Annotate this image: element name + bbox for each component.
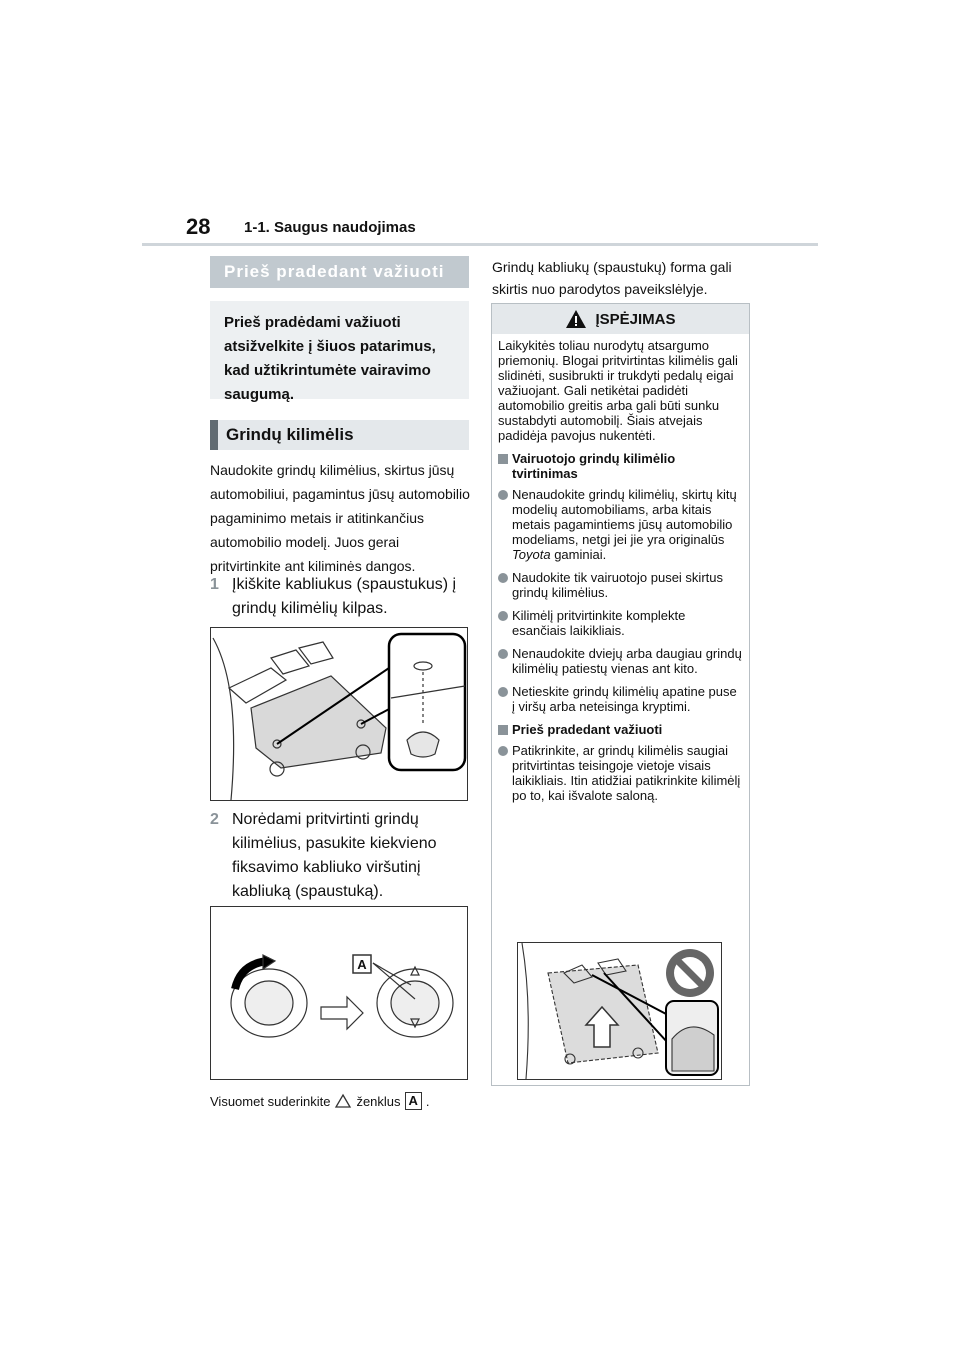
step-2 bbox=[210, 808, 480, 904]
hook-rotation-illustration bbox=[211, 907, 467, 1079]
figure-incorrect-mat bbox=[517, 942, 722, 1080]
right-intro-text: Grindų kabliukų (spaustukų) forma gali skirtis nuo parodytos paveikslėlyje. bbox=[492, 259, 732, 297]
bullet-icon bbox=[498, 687, 508, 697]
step-number: 2 bbox=[210, 811, 219, 828]
warning-subheading bbox=[498, 722, 743, 737]
caption-end: . bbox=[425, 1093, 430, 1109]
bullet-text: Nenaudokite dviejų arba daugiau grindų kilimėlių patiestų vienas ant kito. bbox=[512, 646, 742, 676]
warning-bullet bbox=[498, 684, 743, 714]
subheading-text: Vairuotojo grindų kilimėlio tvirtinimas bbox=[512, 451, 676, 481]
triangle-mark-icon bbox=[334, 1093, 352, 1109]
header-rule bbox=[142, 243, 818, 246]
bullet-icon bbox=[498, 573, 508, 583]
figure-caption bbox=[210, 1092, 430, 1110]
warning-paragraph: Laikykitės toliau nurodytų atsargumo priemonių. Blogai pritvirtintas kilimėlis gali slidinėti, susibrukti ir trukdyti pedalų eigai važiuojant. Gali netikėtai padidėti automobilio greitis arba gali būti sunku sustabdyti automobilį. Šiais atvejais padidėja pavojus nukentėti. bbox=[498, 338, 738, 443]
body-text: Naudokite grindų kilimėlius, skirtus jūsų automobiliui, pagamintus jūsų automobilio pagaminimo metais ir atitinkančius automobilio modelį. Juos gerai pritvirtinkite ant kiliminės dangos. bbox=[210, 462, 470, 574]
step-text: Įkiškite kabliukus (spaustukus) į grindų kilimėlių kilpas. bbox=[232, 576, 457, 617]
caption-text-mid: ženklus bbox=[356, 1093, 401, 1109]
brand-name: Toyota bbox=[512, 547, 551, 562]
square-bullet-icon bbox=[498, 725, 508, 735]
step-text: Norėdami pritvirtinti grindų kilimėlius, pasukite kiekvieno fiksavimo kabliuko viršutinį kabliuką (spaustuką). bbox=[232, 811, 437, 900]
warning-content bbox=[492, 334, 749, 803]
warning-header bbox=[492, 304, 749, 334]
bullet-icon bbox=[498, 611, 508, 621]
warning-bullet bbox=[498, 646, 743, 676]
subheading-text: Prieš pradedant važiuoti bbox=[512, 722, 663, 737]
bullet-text: Nenaudokite grindų kilimėlių, skirtų kitų modelių automobiliams, arba kitais metais pagamintiems jūsų automobilio modeliams, netgi jei jie yra originalūs bbox=[512, 487, 737, 547]
caption-text: Visuomet suderinkite bbox=[210, 1093, 331, 1109]
warning-bullet bbox=[498, 487, 743, 562]
step-number: 1 bbox=[210, 576, 219, 593]
section-banner: Prieš pradedant važiuoti bbox=[210, 256, 469, 288]
bullet-text-end: gaminiai. bbox=[554, 547, 607, 562]
warning-subheading bbox=[498, 451, 743, 481]
floor-mat-illustration bbox=[211, 628, 467, 800]
step-1 bbox=[210, 573, 480, 621]
figure-label-a: A bbox=[357, 957, 367, 972]
page-number: 28 bbox=[186, 214, 211, 239]
warning-bullet bbox=[498, 743, 743, 803]
figure-floor-mat-hooks bbox=[210, 627, 468, 801]
warning-title: ĮSPĖJIMAS bbox=[595, 310, 676, 328]
section-title: 1-1. Saugus naudojimas bbox=[244, 219, 416, 236]
warning-bullet bbox=[498, 608, 743, 638]
warning-triangle-icon bbox=[565, 309, 587, 329]
caption-label-a: A bbox=[405, 1092, 422, 1110]
warning-bullet bbox=[498, 570, 743, 600]
figure-hook-rotation bbox=[210, 906, 468, 1080]
bullet-text: Naudokite tik vairuotojo pusei skirtus grindų kilimėlius. bbox=[512, 570, 723, 600]
heading-floor-mat: Grindų kilimėlis bbox=[210, 420, 469, 450]
square-bullet-icon bbox=[498, 454, 508, 464]
bullet-text: Netieskite grindų kilimėlių apatine puse į viršų arba neteisinga kryptimi. bbox=[512, 684, 737, 714]
intro-box: Prieš pradėdami važiuoti atsižvelkite į šiuos patarimus, kad užtikrintumėte vairavimo saugumą. bbox=[210, 301, 469, 399]
incorrect-mat-illustration bbox=[518, 943, 721, 1079]
bullet-text: Patikrinkite, ar grindų kilimėlis saugiai pritvirtintas teisingoje vietoje visais laikikliais. Itin atidžiai patikrinkite kilimėlį po to, kai išvalote saloną. bbox=[512, 743, 741, 803]
bullet-text: Kilimėlį pritvirtinkite komplekte esančiais laikikliais. bbox=[512, 608, 686, 638]
bullet-icon bbox=[498, 490, 508, 500]
bullet-icon bbox=[498, 649, 508, 659]
bullet-icon bbox=[498, 746, 508, 756]
